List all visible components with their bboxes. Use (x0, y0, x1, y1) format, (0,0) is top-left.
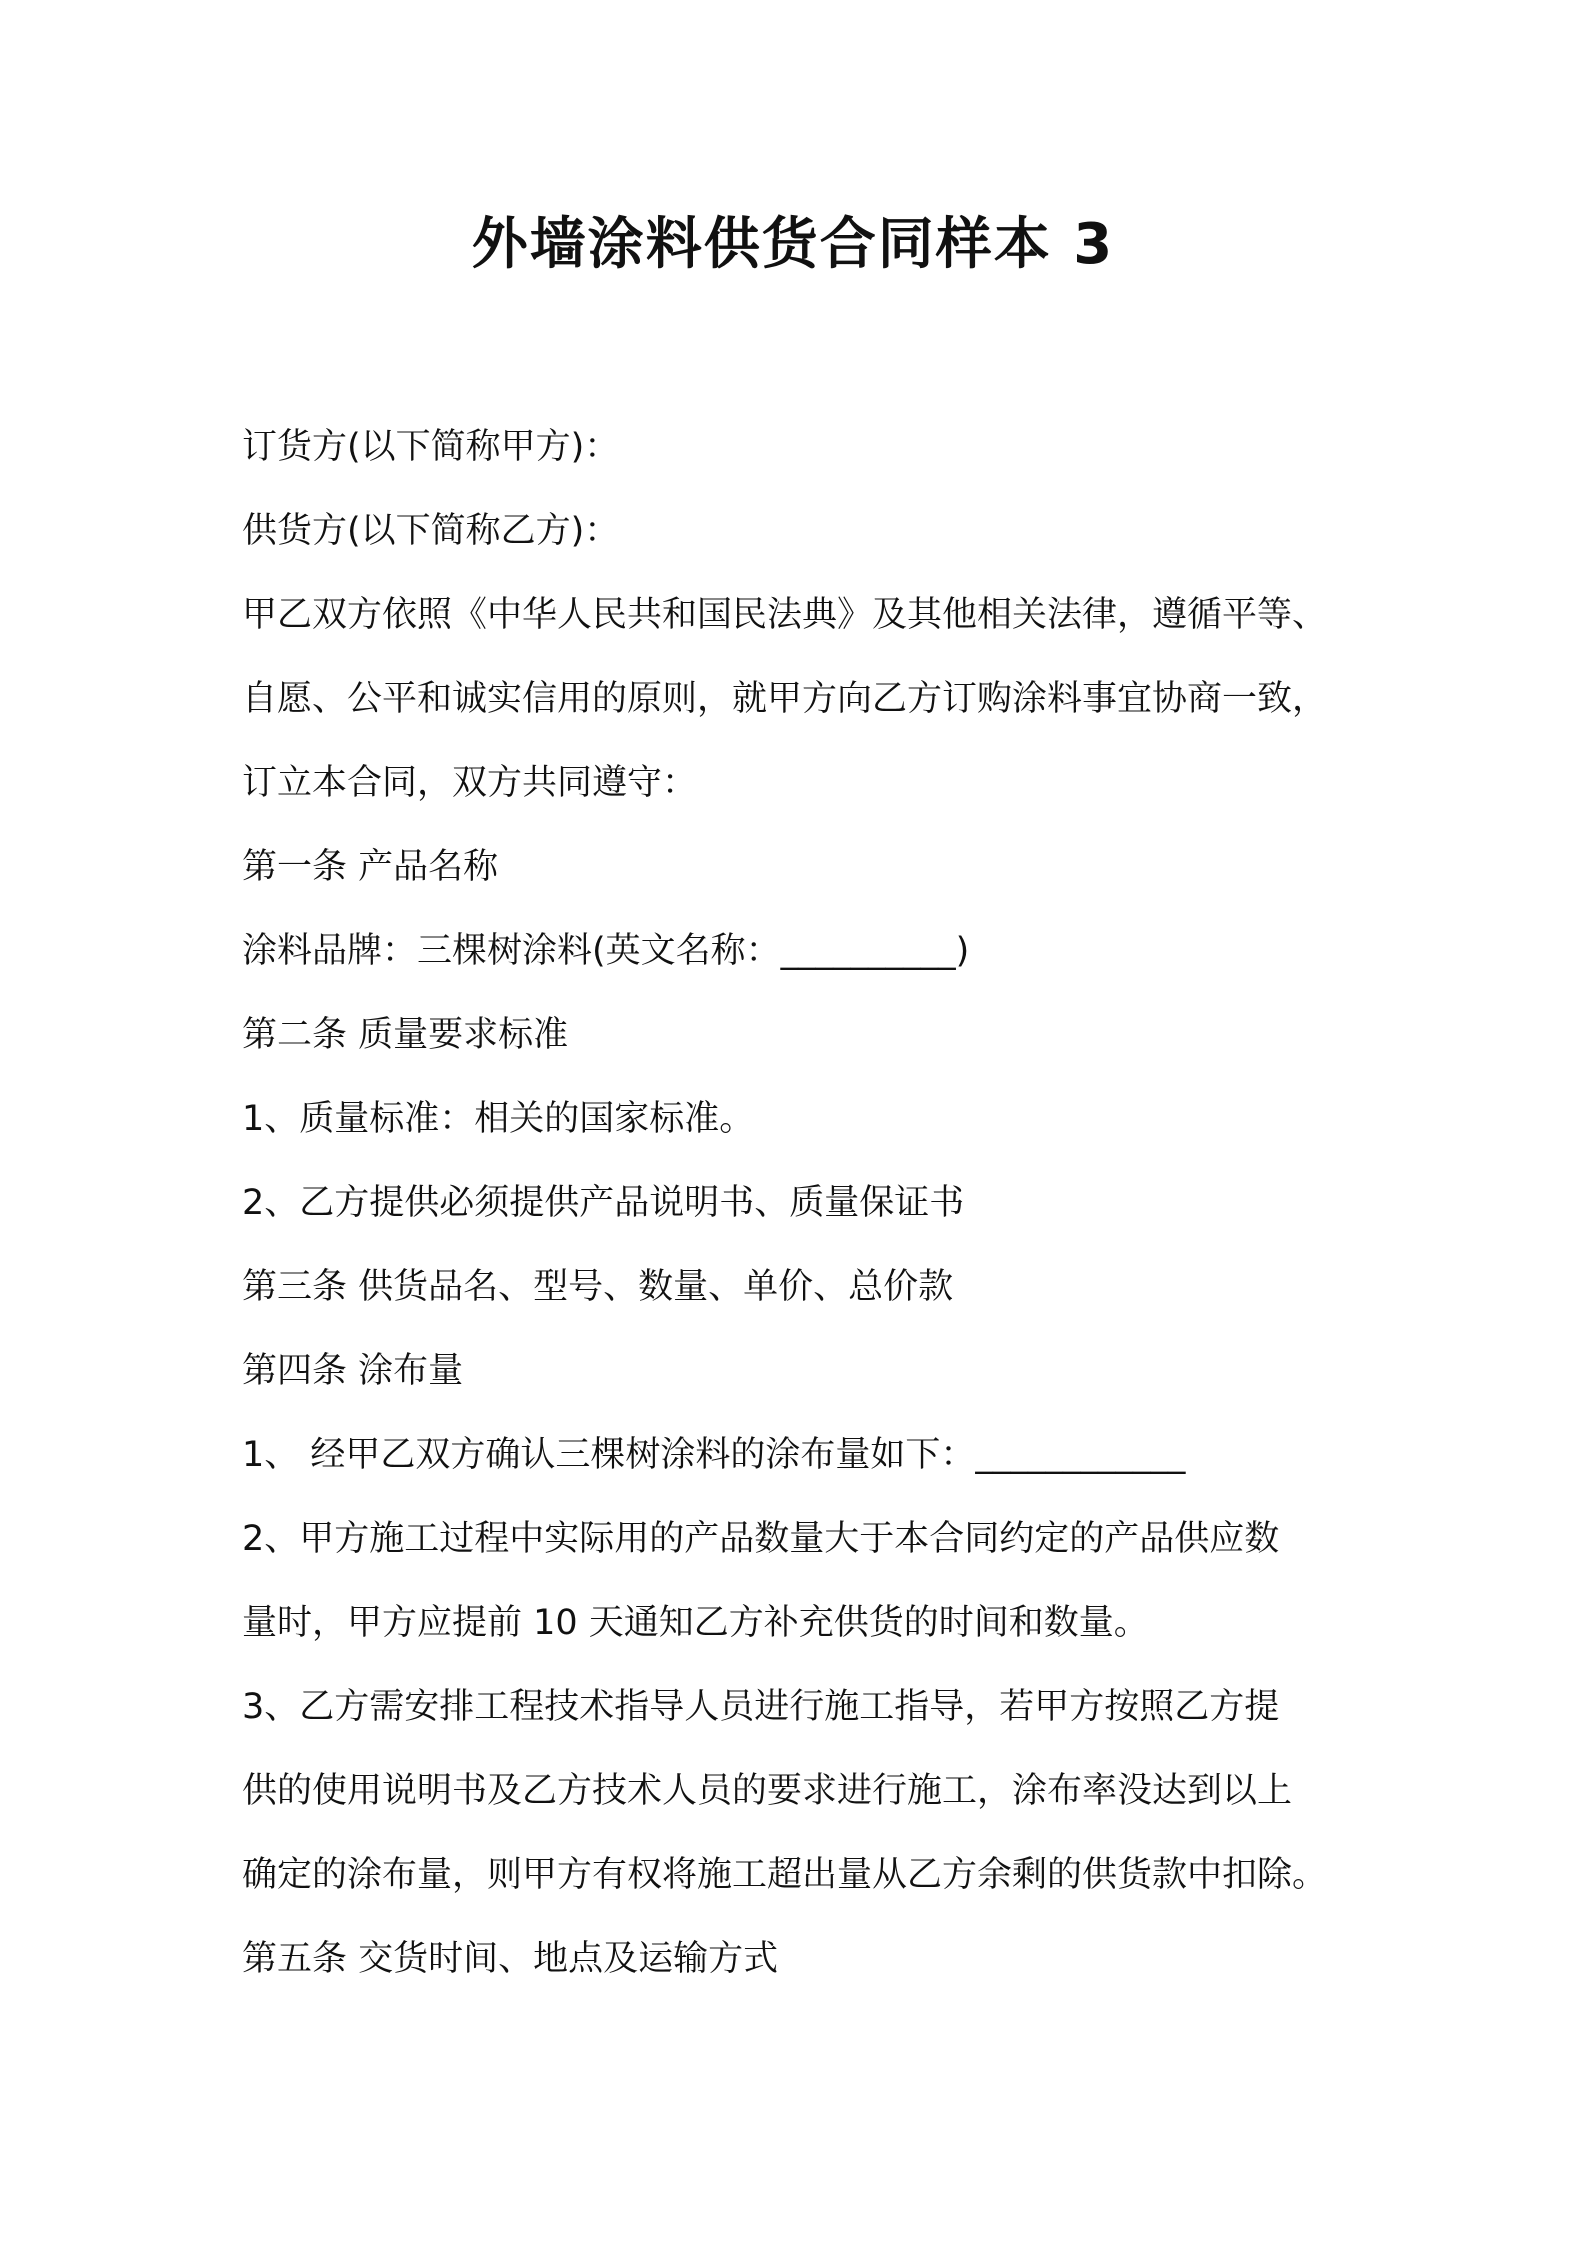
article-2-heading: 第二条 质量要求标准 (242, 1015, 569, 1055)
preamble-line-2: 自愿、公平和诚实信用的原则，就甲方向乙方订购涂料事宜协商一致， (242, 679, 1328, 719)
article-4-item-3-line-3: 确定的涂布量，则甲方有权将施工超出量从乙方余剩的供货款中扣除。 (242, 1855, 1328, 1895)
article-4-heading: 第四条 涂布量 (242, 1351, 464, 1391)
article-1-brand: 涂料品牌：三棵树涂料(英文名称：__________) (242, 931, 970, 971)
party-a-line: 订货方(以下简称甲方)： (242, 427, 620, 467)
preamble-line-1: 甲乙双方依照《中华人民共和国民法典》及其他相关法律，遵循平等、 (242, 595, 1328, 635)
article-4-item-2-line-1: 2、甲方施工过程中实际用的产品数量大于本合同约定的产品供应数 (242, 1519, 1280, 1559)
party-b-line: 供货方(以下简称乙方)： (242, 511, 620, 551)
article-5-heading: 第五条 交货时间、地点及运输方式 (242, 1939, 779, 1979)
article-3-heading: 第三条 供货品名、型号、数量、单价、总价款 (242, 1267, 954, 1307)
preamble-line-3: 订立本合同，双方共同遵守： (242, 763, 698, 803)
article-4-item-3-line-2: 供的使用说明书及乙方技术人员的要求进行施工，涂布率没达到以上 (242, 1771, 1293, 1811)
document-title: 外墙涂料供货合同样本 3 (471, 212, 1115, 277)
article-4-item-2-line-2: 量时，甲方应提前 10 天通知乙方补充供货的时间和数量。 (242, 1603, 1149, 1643)
article-2-item-1: 1、质量标准：相关的国家标准。 (242, 1099, 755, 1139)
article-4-item-1: 1、 经甲乙双方确认三棵树涂料的涂布量如下：____________ (242, 1435, 1186, 1475)
article-1-heading: 第一条 产品名称 (242, 847, 499, 887)
article-2-item-2: 2、乙方提供必须提供产品说明书、质量保证书 (242, 1183, 965, 1223)
document-body (242, 405, 1362, 2001)
article-4-item-3-line-1: 3、乙方需安排工程技术指导人员进行施工指导，若甲方按照乙方提 (242, 1687, 1280, 1727)
